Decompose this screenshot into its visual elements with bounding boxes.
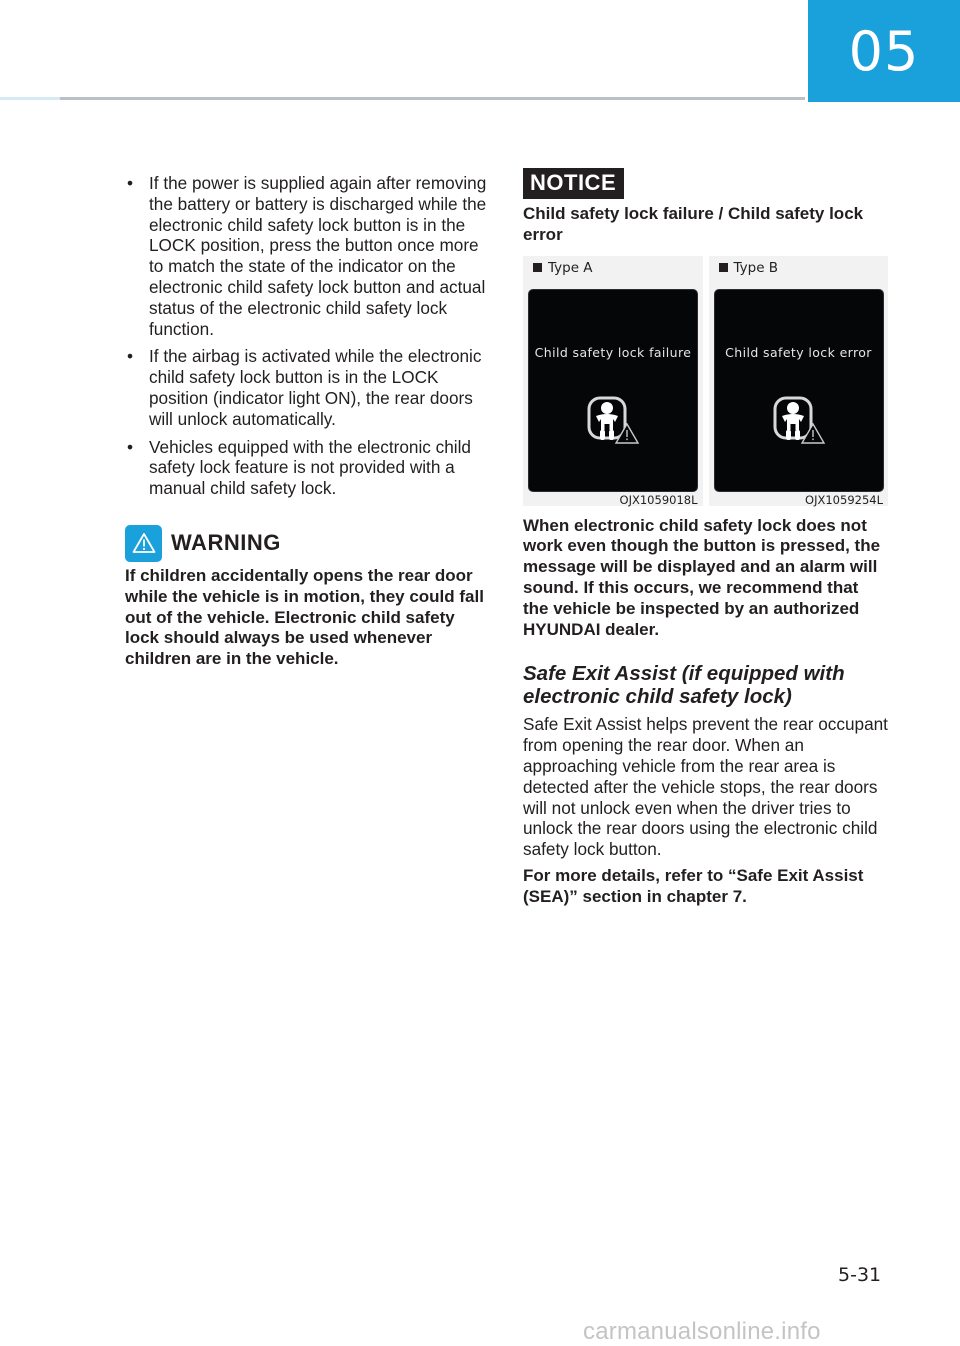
bullet-icon: • <box>127 436 134 457</box>
section-title: Safe Exit Assist (if equipped with electronic child safety lock) <box>523 662 845 709</box>
list-item: • If the airbag is activated while the electronic child safety lock button is in the LOCK position (indicator light ON), the rear doors will unlock automatically. <box>127 346 482 429</box>
watermark: carmanualsonline.info <box>583 1318 821 1345</box>
left-column <box>125 173 487 670</box>
figure-code: OJX1059018L <box>619 492 698 507</box>
square-marker-icon <box>533 263 542 272</box>
warning-triangle-icon <box>125 525 162 562</box>
warning-header <box>125 525 487 562</box>
list-item: • Vehicles equipped with the electronic child safety lock feature is not provided with a manual child safety lock. <box>127 436 471 499</box>
header-rule-accent <box>0 97 60 100</box>
figure-row <box>523 256 888 506</box>
type-label: Type B <box>719 260 779 276</box>
section-body: Safe Exit Assist helps prevent the rear occupant from opening the rear door. When an approaching vehicle from the rear area is detected after the vehicle stops, the rear doors will not unlock even when the driver tries to unlock the rear doors using the electronic child safety lock button. <box>523 714 888 860</box>
figure-type-a <box>523 256 703 506</box>
square-marker-icon <box>719 263 728 272</box>
child-lock-warning-icon <box>773 394 829 450</box>
warning-title: WARNING <box>171 530 281 556</box>
cluster-display <box>714 289 884 492</box>
notice-label: NOTICE <box>523 168 624 199</box>
figure-type-b <box>709 256 889 506</box>
type-label: Type A <box>533 260 593 276</box>
chapter-number: 05 <box>848 19 920 83</box>
display-message: Child safety lock failure <box>534 344 692 360</box>
child-lock-warning-icon <box>587 394 643 450</box>
cluster-display <box>528 289 698 492</box>
notice-text: When electronic child safety lock does not work even though the button is pressed, the message will be displayed and an alarm will sound. If this occurs, we recommend that the vehicle be inspected by an authorized HYUNDAI dealer. <box>523 515 881 639</box>
chapter-tab <box>808 0 960 102</box>
list-item: • If the power is supplied again after removing the battery or battery is discharged while the electronic child safety lock button is in the LOCK position, press the button once more to match the state of the indicator on the electronic child safety lock button and actual status of the electronic child safety lock function. <box>127 173 487 339</box>
page-number: 5-31 <box>838 1264 882 1286</box>
right-column <box>523 168 888 908</box>
header-rule <box>0 97 805 100</box>
display-message: Child safety lock error <box>725 344 872 360</box>
bullet-icon: • <box>127 173 134 193</box>
notice-title: Child safety lock failure / Child safety lock error <box>523 204 864 244</box>
bullet-list <box>125 173 487 499</box>
figure-code: OJX1059254L <box>805 492 883 507</box>
warning-text: If children accidentally opens the rear door while the vehicle is in motion, they could fall out of the vehicle. Electronic child safety lock should always be used whenever children are in the vehicle. <box>125 565 484 669</box>
section-reference: For more details, refer to “Safe Exit Assist (SEA)” section in chapter 7. <box>523 865 864 906</box>
bullet-icon: • <box>127 346 134 367</box>
